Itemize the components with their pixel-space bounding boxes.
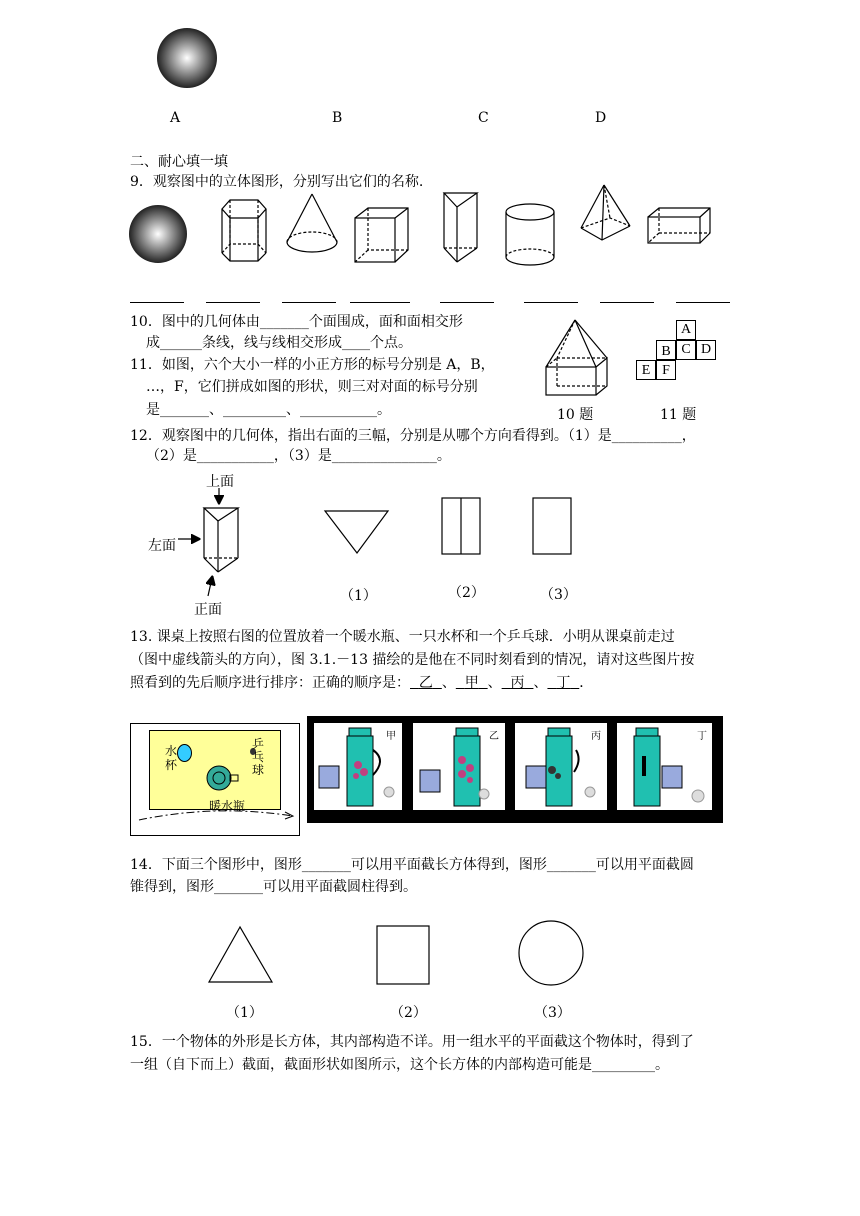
q9-text: 9．观察图中的立体图形，分别写出它们的名称. (130, 174, 424, 190)
q9-cone (283, 192, 343, 262)
q15-line2: 一组（自下而上）截面，截面形状如图所示，这个长方体的内部构造可能是_________。 (130, 1057, 669, 1073)
q9-hexagonal-prism (218, 195, 278, 265)
option-c: C (478, 110, 489, 126)
q13-panel-yi (410, 720, 508, 813)
q9-blank-5[interactable] (440, 290, 494, 303)
q13-order-3: 丙 (510, 675, 525, 691)
q9-cylinder (502, 200, 562, 270)
net-cell-f: F (656, 360, 676, 380)
q13-line1: 13. 课桌上按照右图的位置放着一个暖水瓶、一只水杯和一个乒乓球．小明从课桌前走过 (130, 629, 675, 645)
q10-line1: 10．图中的几何体由_______个面围成，面和面相交形 (130, 314, 463, 330)
cup-label: 水杯 (165, 744, 178, 772)
q9-blank-3[interactable] (282, 290, 336, 303)
panel-label-bing: 丙 (591, 731, 601, 742)
panel-label-jia: 甲 (386, 731, 396, 742)
q12-view-3-rect (531, 496, 576, 558)
walk-path-arrow (135, 806, 295, 826)
q9-blank-2[interactable] (206, 290, 260, 303)
bottle-label: 暖水瓶 (209, 799, 246, 813)
sphere-figure-top (156, 27, 218, 89)
q14-label-3: （3） (534, 1005, 571, 1021)
q9-cuboid (645, 206, 715, 251)
q13-desk-diagram (130, 723, 300, 836)
q13-line3-prefix: 照看到的先后顺序进行排序：正确的顺序是： (130, 675, 410, 691)
panel-label-ding: 丁 (697, 731, 707, 742)
option-d: D (595, 110, 607, 126)
q13-panel-bing (512, 720, 610, 813)
q9-triangular-prism (439, 190, 484, 265)
net-cell-d: D (696, 340, 716, 360)
net-cell-e: E (636, 360, 656, 380)
q12-view-2-rect-split (440, 496, 485, 558)
q13-panel-jia (311, 720, 405, 813)
q14-line2: 锥得到，图形_______可以用平面截圆柱得到。 (130, 879, 417, 895)
q14-label-1: （1） (226, 1005, 263, 1021)
q12-view-1-triangle (322, 508, 392, 558)
q14-label-2: （2） (390, 1005, 427, 1021)
fig11-net (636, 320, 726, 382)
panel-label-yi: 乙 (489, 731, 499, 742)
q12-view-label-3: （3） (540, 587, 577, 603)
q14-line1: 14．下面三个图形中，图形_______可以用平面截长方体得到，图形_______可以用平面截圆 (130, 857, 694, 873)
net-cell-b: B (656, 340, 676, 360)
q9-blank-6[interactable] (524, 290, 578, 303)
q9-blank-1[interactable] (130, 290, 184, 303)
q12-front-label: 正面 (194, 602, 222, 618)
q12-line1: 12．观察图中的几何体，指出右面的三幅，分别是从哪个方向看得到。（1）是__________， (130, 428, 696, 444)
q14-triangle (206, 924, 276, 986)
option-a: A (170, 110, 181, 126)
q10-line2: 成______条线，线与线相交形成____个点。 (146, 335, 412, 351)
section-title: 二、耐心填一填 (130, 154, 228, 170)
q15-line1: 15．一个物体的外形是长方体，其内部构造不详。用一组水平的平面截这个物体时，得到了 (130, 1034, 694, 1050)
option-b: B (332, 110, 343, 126)
q13-line2: （图中虚线箭头的方向），图 3.1.－13 描绘的是他在不同时刻看到的情况，请对这些图片按 (130, 652, 695, 668)
q13-order-1: 乙 (418, 675, 433, 691)
q13-panel-ding (614, 720, 715, 813)
q13-order-2: 甲 (464, 675, 479, 691)
q12-view-label-1: （1） (340, 588, 377, 604)
q9-pyramid (578, 182, 638, 247)
fig11-label: 11 题 (660, 407, 697, 423)
q9-sphere (129, 205, 189, 265)
q11-line1: 11．如图，六个大小一样的小正方形的标号分别是 A，B， (130, 357, 495, 373)
q12-line2: （2）是___________，（3）是_______________。 (146, 448, 451, 464)
ball-label: 乒乓球 (252, 737, 265, 777)
q11-line3: 是_______、_________、___________。 (146, 402, 391, 418)
q9-blank-4[interactable] (350, 290, 410, 303)
cup-icon (177, 744, 192, 762)
net-cell-c: C (676, 340, 696, 360)
fig10-solid (544, 318, 614, 398)
q9-blank-8[interactable] (676, 290, 730, 303)
q9-cube (352, 205, 412, 265)
q13-line3: 照看到的先后顺序进行排序：正确的顺序是： 乙 、 甲 、 丙 、 丁 ． (130, 675, 594, 691)
q14-circle (517, 919, 587, 989)
q13-order-4: 丁 (556, 675, 571, 691)
q12-prism-figure (178, 488, 258, 598)
q9-blank-7[interactable] (600, 290, 654, 303)
q12-left-label: 左面 (148, 538, 176, 554)
q13-line3-suffix: ． (579, 675, 594, 691)
q12-view-label-2: （2） (448, 585, 485, 601)
q11-line2: …，F，它们拼成如图的形状，则三对对面的标号分别 (146, 379, 478, 395)
net-cell-a: A (676, 320, 696, 340)
q14-square (375, 924, 431, 986)
fig10-label: 10 题 (557, 407, 594, 423)
q12-top-label: 上面 (206, 474, 234, 490)
bottle-icon (205, 764, 245, 794)
